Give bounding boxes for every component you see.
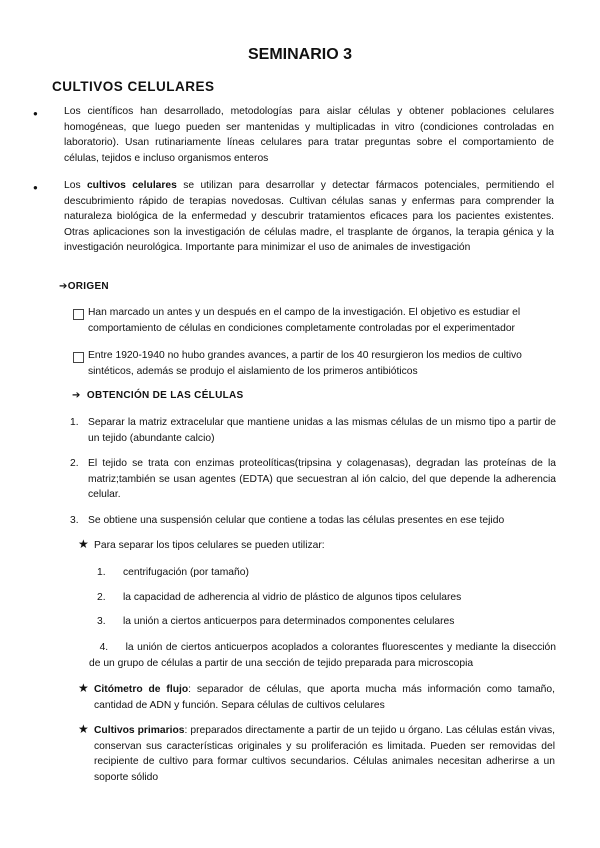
bold-term: Cultivos primarios xyxy=(94,725,185,736)
step-item xyxy=(88,415,556,446)
step-item xyxy=(88,456,556,503)
star-item xyxy=(94,538,554,554)
step-number: 1. xyxy=(70,417,79,428)
subitem xyxy=(89,640,556,671)
bullet-marker: ● xyxy=(33,183,38,192)
star-item xyxy=(94,682,555,713)
step-number: 3. xyxy=(70,515,79,526)
subitem-text: la unión a ciertos anticuerpos para determinados componentes celulares xyxy=(123,616,455,627)
bullet-marker: ● xyxy=(33,109,38,118)
star-icon: ★ xyxy=(78,722,89,736)
subitem-number: 4. xyxy=(99,642,109,653)
bullet-paragraph xyxy=(64,104,554,166)
subsection-obtencion xyxy=(72,390,244,401)
subsection-label: OBTENCIÓN DE LAS CÉLULAS xyxy=(86,390,244,401)
origen-item-text: Entre 1920-1940 no hubo grandes avances, a partir de los 40 resurgieron los medios de cultivo sintéticos, además se produjo el aislamiento de los primeros antibióticos xyxy=(88,350,522,377)
page-title: SEMINARIO 3 xyxy=(247,46,352,63)
arrow-icon: ➔ xyxy=(59,281,68,292)
subitem-text: la capacidad de adherencia al vidrio de plástico de algunos tipos celulares xyxy=(123,592,462,603)
origen-item xyxy=(88,348,556,379)
star-icon: ★ xyxy=(78,537,89,551)
arrow-icon: ➔ xyxy=(72,390,81,401)
subitem-number: 3. xyxy=(97,616,106,627)
origen-item xyxy=(88,305,556,336)
bold-term: cultivos celulares xyxy=(86,180,177,191)
bullet-paragraph xyxy=(64,178,554,256)
checkbox-icon xyxy=(73,352,84,363)
star-item xyxy=(94,723,555,785)
subitem xyxy=(123,614,553,630)
subitem-number: 1. xyxy=(97,567,106,578)
bullet-text: Los científicos han desarrollado, metodologías para aislar células y obtener poblaciones celulares homogéneas, que luego pueden ser mantenidas y multiplicadas in vitro (condiciones controladas en laboratorio). Usan rutinariamente líneas celulares para tratar preguntas sobre el comportamiento de células, tejidos e incluso organismos enteros xyxy=(64,106,554,164)
subitem-text: la unión de ciertos anticuerpos acoplados a colorantes fluorescentes y mediante la disección de un grupo de células a partir de una sección de tejido preparada para microscopia xyxy=(89,642,556,669)
subsection-label: ORIGEN xyxy=(67,281,109,292)
step-text: El tejido se trata con enzimas proteolíticas(tripsina y colagenasas), degradan las proteínas de la matriz;también se usan agentes (EDTA) que secuestran al ión calcio, del que depende la adherencia celular. xyxy=(88,458,556,500)
origen-item-text: Han marcado un antes y un después en el campo de la investigación. El objetivo es estudiar el comportamiento de células en condiciones completamente controladas por el experimentador xyxy=(88,307,521,334)
star-icon: ★ xyxy=(78,681,89,695)
step-text: Separar la matriz extracelular que mantiene unidas a las mismas células de un mismo tipo a partir de un tejido (abundante calcio) xyxy=(88,417,556,444)
checkbox-icon xyxy=(73,309,84,320)
subitem-text: centrifugación (por tamaño) xyxy=(123,567,249,578)
star-item-text: Cultivos primarios: preparados directamente a partir de un tejido u órgano. Las células están vivas, conservan sus características originales y su proliferación es limitada. Pueden ser removidas del recipiente de cultivo para formar cultivos secundarios. Células animales necesitan adherirse a un soporte sólido xyxy=(94,725,555,783)
star-item-text: Citómetro de flujo: separador de células, que aporta mucha más información como tamaño, cantidad de ADN y función. Separa células de cultivos celulares xyxy=(94,684,556,711)
bold-term: Citómetro de flujo xyxy=(94,684,189,695)
step-text: Se obtiene una suspensión celular que contiene a todas las células presentes en ese tejido xyxy=(88,515,505,526)
section-heading: CULTIVOS CELULARES xyxy=(52,79,215,94)
bullet-text: Los cultivos celulares se utilizan para desarrollar y detectar fármacos potenciales, permitiendo el descubrimiento rápido de terapias novedosas. Cultivan células sanas y enfermas para comprender la naturaleza biológica de la enfermedad y descubrir tratamientos eficaces para los pacientes existentes. Otras aplicaciones son la investigación de células madre, el trasplante de órganos, la terapia génica y la investigación neurológica. Importante para minimizar el uso de animales de investigación xyxy=(64,180,554,253)
step-number: 2. xyxy=(70,458,79,469)
step-item xyxy=(88,513,556,529)
subitem xyxy=(123,565,553,581)
subsection-origen xyxy=(59,281,109,292)
subitem-number: 2. xyxy=(97,592,106,603)
star-item-text: Para separar los tipos celulares se pueden utilizar: xyxy=(94,540,325,551)
subitem xyxy=(123,590,553,606)
